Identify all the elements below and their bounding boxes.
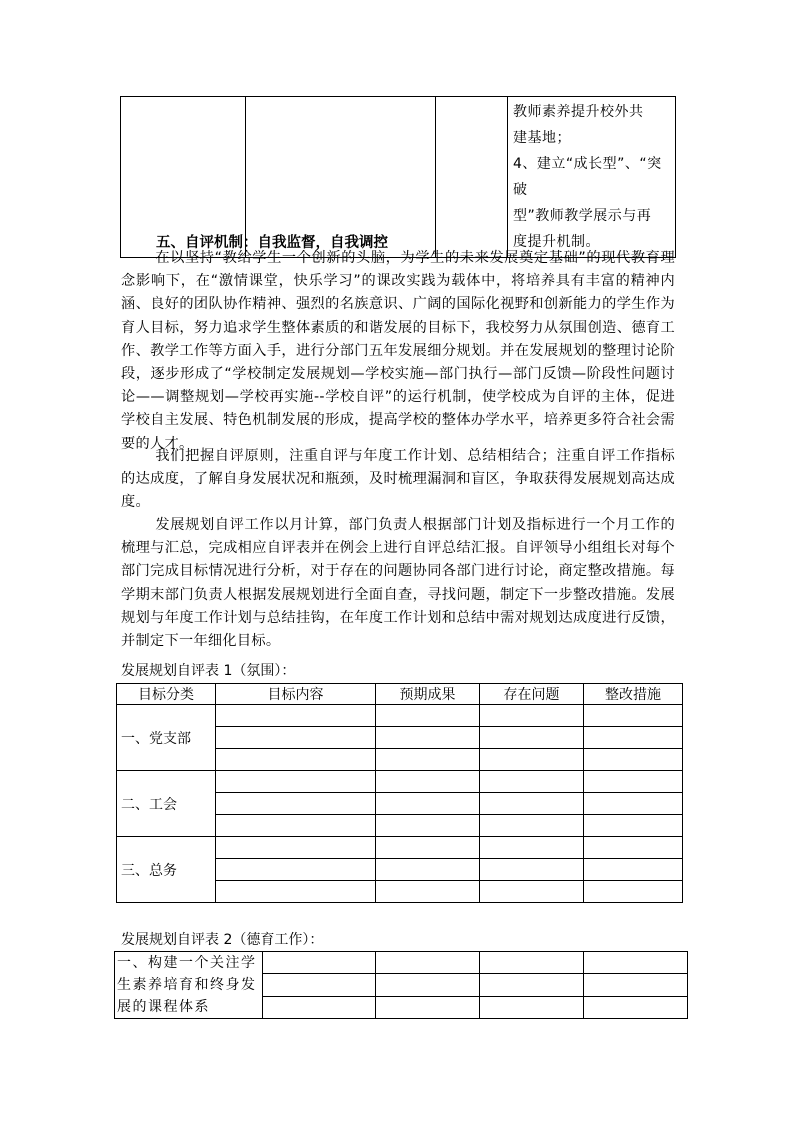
column-header: 目标内容 — [216, 684, 376, 705]
table-cell — [480, 952, 584, 974]
table-cell — [216, 705, 376, 727]
table-cell — [508, 97, 676, 258]
column-header: 存在问题 — [480, 684, 584, 705]
column-header: 预期成果 — [376, 684, 480, 705]
category-cell: 一、构建一个关注学生素养培育和终身发展的课程体系 — [115, 952, 263, 1019]
table-cell — [480, 771, 584, 793]
paragraph — [121, 247, 675, 456]
paragraph — [121, 445, 675, 515]
table-cell — [216, 749, 376, 771]
table1-caption: 发展规划自评表 1（氛围）： — [121, 663, 296, 679]
table-cell — [584, 859, 683, 881]
table-cell — [584, 749, 683, 771]
table-cell — [584, 771, 683, 793]
table-cell — [584, 881, 683, 903]
column-header: 整改措施 — [584, 684, 683, 705]
table2-caption: 发展规划自评表 2（德育工作）： — [121, 932, 324, 948]
table-cell — [376, 859, 480, 881]
category-cell: 二、工会 — [117, 771, 216, 837]
table-cell — [376, 996, 480, 1018]
table-cell — [263, 974, 376, 996]
table-cell — [216, 859, 376, 881]
table-cell — [480, 996, 584, 1018]
table-cell — [376, 727, 480, 749]
table-header-row — [117, 684, 683, 705]
table-cell — [480, 859, 584, 881]
column-header: 目标分类 — [117, 684, 216, 705]
table-cell — [376, 793, 480, 815]
table-cell — [376, 952, 480, 974]
section-heading: 五、自评机制：自我监督，自我调控 — [156, 235, 388, 251]
category-cell: 三、总务 — [117, 837, 216, 903]
table-cell — [584, 705, 683, 727]
paragraph — [121, 514, 675, 653]
table-cell — [436, 97, 508, 258]
table-cell — [376, 815, 480, 837]
table-cell — [216, 837, 376, 859]
table-cell — [216, 881, 376, 903]
cell-text-block — [508, 97, 675, 257]
table-row — [117, 771, 683, 793]
cell-line: 教师素养提升校外共 — [513, 104, 644, 120]
table-cell — [376, 749, 480, 771]
table-cell — [263, 996, 376, 1018]
table-row — [115, 952, 688, 974]
table-cell — [584, 996, 688, 1018]
table-cell — [584, 837, 683, 859]
table-cell — [216, 771, 376, 793]
cell-line: 建基地； — [513, 130, 571, 146]
table-cell — [480, 793, 584, 815]
table-cell — [584, 974, 688, 996]
self-evaluation-table-2 — [114, 951, 688, 1019]
table-cell — [376, 881, 480, 903]
cell-line: 度提升机制。 — [513, 234, 600, 250]
self-evaluation-table-1 — [116, 683, 683, 903]
paragraph-text: 在以坚持“教给学生一个创新的头脑，为学生的未来发展奠定基础”的现代教育理念影响下，在“激情课堂，快乐学习”的课改实践为载体中，将培养具有丰富的精神内涵、良好的团队协作精神、强烈的名族意识、广阔的国际化视野和创新能力的学生作为育人目标，努力追求学生整体素质的和谐发展的目标下，我校努力从氛围创造、德育工作、教学工作等方面入手，进行分部门五年发展细分规划。并在发展规划的整理讨论阶段，逐步形成了“学校制定发展规划—学校实施—部门执行—部门反馈—阶段性问题讨论——调整规划—学校再实施--学校自评”的运行机制，使学校成为自评的主体，促进学校自主发展、特色机制发展的形成，提高学校的整体办学水平，培养更多符合社会需要的人才。 — [121, 250, 675, 452]
table-cell — [584, 815, 683, 837]
table-row — [117, 837, 683, 859]
table-cell — [480, 749, 584, 771]
paragraph-text: 发展规划自评工作以月计算，部门负责人根据部门计划及指标进行一个月工作的梳理与汇总，完成相应自评表并在例会上进行自评总结汇报。自评领导小组组长对每个部门完成目标情况进行分析，对于存在的问题协同各部门进行讨论，商定整改措施。每学期末部门负责人根据发展规划进行全面自查，寻找问题，制定下一步整改措施。发展规划与年度工作计划与总结挂钩，在年度工作计划和总结中需对规划达成度进行反馈，并制定下一年细化目标。 — [121, 517, 675, 650]
table-cell — [480, 837, 584, 859]
table-cell — [584, 727, 683, 749]
table-cell — [480, 705, 584, 727]
category-cell: 一、党支部 — [117, 705, 216, 771]
table-row — [117, 705, 683, 727]
table-cell — [216, 727, 376, 749]
table-cell — [376, 837, 480, 859]
table-cell — [376, 705, 480, 727]
table-cell — [216, 793, 376, 815]
table-cell — [376, 974, 480, 996]
table-cell — [480, 881, 584, 903]
table-cell — [480, 815, 584, 837]
table-cell — [216, 815, 376, 837]
table-cell — [584, 952, 688, 974]
cell-line: 4、建立“成长型”、“突破 — [513, 156, 662, 198]
paragraph-text: 我们把握自评原则，注重自评与年度工作计划、总结相结合；注重自评工作指标的达成度，了解自身发展状况和瓶颈，及时梳理漏洞和盲区，争取获得发展规划高达成度。 — [121, 448, 675, 511]
cell-line: 型”教师教学展示与再 — [513, 208, 652, 224]
table-cell — [480, 727, 584, 749]
table-cell — [480, 974, 584, 996]
table-cell — [584, 793, 683, 815]
table-cell — [263, 952, 376, 974]
table-cell — [376, 771, 480, 793]
